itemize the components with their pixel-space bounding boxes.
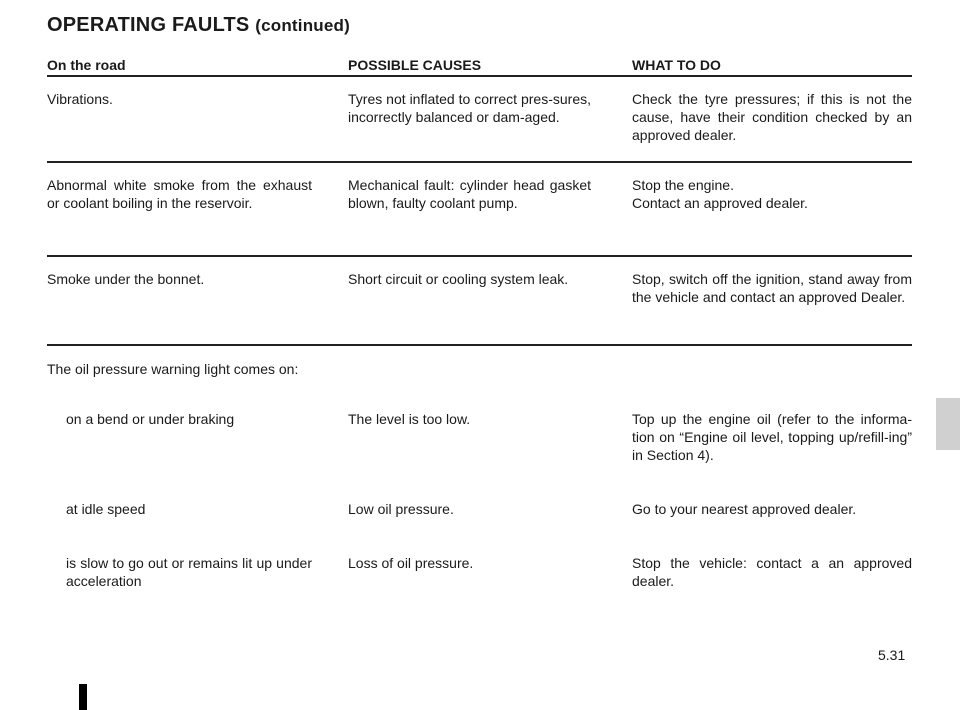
action-cell: Go to your nearest approved dealer. [632, 501, 857, 517]
page-title [47, 14, 350, 37]
cause-cell: Mechanical fault: cylinder head gasket blown, faulty coolant pump. [348, 177, 591, 211]
row-divider [47, 344, 912, 346]
action-cell: Stop, switch off the ignition, stand away from the vehicle and contact an approved Dealer. [632, 271, 912, 305]
symptom-cell: Vibrations. [47, 91, 113, 107]
symptom-cell: Smoke under the bonnet. [47, 271, 205, 287]
symptom-cell: Abnormal white smoke from the exhaust or coolant boiling in the reservoir. [47, 177, 312, 211]
row-divider [47, 161, 912, 163]
cause-cell: Loss of oil pressure. [348, 555, 474, 571]
cause-cell: The level is too low. [348, 411, 471, 427]
action-cell: Check the tyre pressures; if this is not the cause, have their condition checked by an approved dealer. [632, 91, 912, 143]
sub-symptom-cell: is slow to go out or remains lit up under acceleration [66, 555, 312, 589]
symptom-cell: The oil pressure warning light comes on: [47, 361, 299, 377]
column-header-on-the-road: On the road [47, 57, 126, 73]
sub-symptom-cell: on a bend or under braking [66, 411, 235, 427]
page-title-main: OPERATING FAULTS [47, 14, 250, 36]
action-cell: Top up the engine oil (refer to the informa-tion on “Engine oil level, topping up/refill-ing” in Section 4). [632, 411, 912, 463]
action-cell: Stop the engine. Contact an approved dealer. [632, 177, 808, 211]
page-number: 5.31 [878, 647, 906, 663]
print-mark [79, 684, 87, 710]
cause-cell: Tyres not inflated to correct pres-sures, incorrectly balanced or dam-aged. [348, 91, 591, 125]
column-header-what-to-do: WHAT TO DO [632, 57, 721, 73]
cause-cell: Short circuit or cooling system leak. [348, 271, 569, 287]
cause-cell: Low oil pressure. [348, 501, 454, 517]
section-tab-marker [936, 398, 960, 450]
column-header-possible-causes: POSSIBLE CAUSES [348, 57, 482, 73]
sub-symptom-cell: at idle speed [66, 501, 146, 517]
page-title-suffix: (continued) [255, 16, 350, 35]
action-cell: Stop the vehicle: contact a an approved dealer. [632, 555, 912, 589]
header-divider [47, 75, 912, 77]
row-divider [47, 255, 912, 257]
